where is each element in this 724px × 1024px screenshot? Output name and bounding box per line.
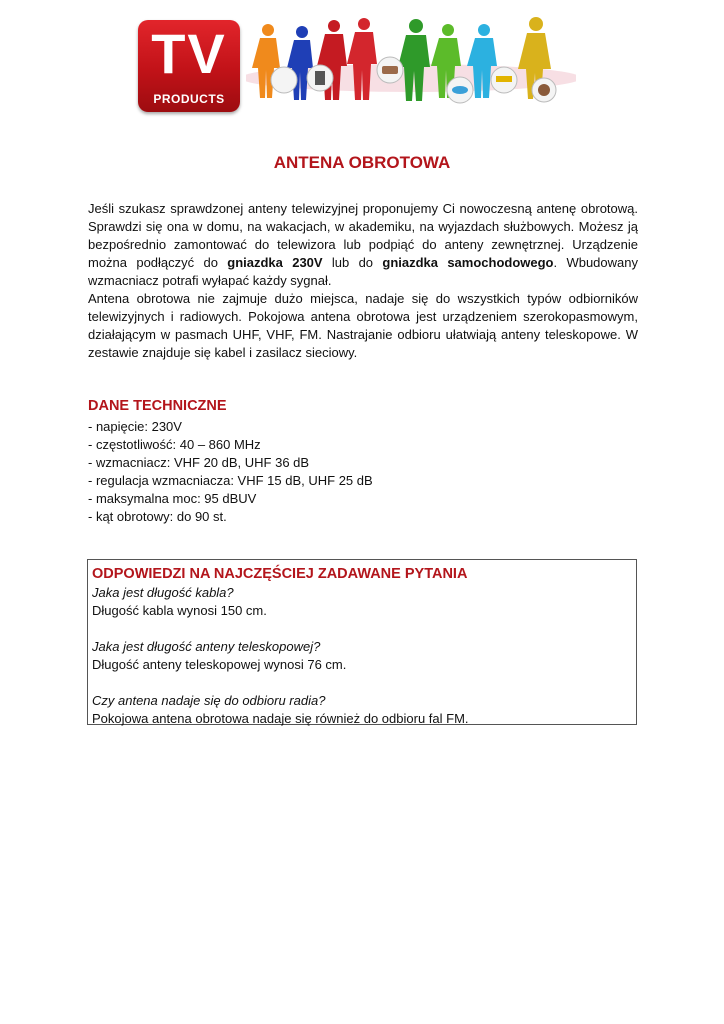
bold-socket-230v: gniazdka 230V bbox=[227, 255, 323, 270]
logo-tv-text: TV bbox=[151, 22, 227, 85]
header-banner bbox=[138, 10, 578, 110]
people-silhouettes-illustration bbox=[246, 10, 576, 110]
logo-products-text: PRODUCTS bbox=[153, 92, 225, 106]
specs-heading: DANE TECHNICZNE bbox=[88, 398, 227, 414]
intro-paragraph-2: Antena obrotowa nie zajmuje dużo miejsca, nadaje się do wszystkich typów odbiorników telewizyjnych i radiowych. Pokojowa antena obrotowa jest urządzeniem szerokopasmowym, działającym w pasmach UHF, VHF, FM. Nastrajanie odbioru ułatwiają anteny teleskopowe. W zestawie znajduje się kabel i zasilacz sieciowy. bbox=[88, 291, 638, 360]
faq-question: Jaka jest długość kabla? bbox=[92, 585, 234, 600]
faq-box bbox=[87, 559, 637, 725]
spec-item: - wzmacniacz: VHF 20 dB, UHF 36 dB bbox=[88, 455, 310, 470]
bold-car-socket: gniazdka samochodowego bbox=[382, 255, 554, 270]
specs-list bbox=[88, 418, 373, 526]
spec-item: - maksymalna moc: 95 dBUV bbox=[88, 491, 257, 506]
spec-item: - regulacja wzmacniacza: VHF 15 dB, UHF 25 dB bbox=[88, 473, 373, 488]
intro-paragraph-1: Jeśli szukasz sprawdzonej anteny telewizyjnej proponujemy Ci nowoczesną antenę obrotową. Sprawdzi się ona w domu, na wakacjach, w akademiku, na wyjazdach służbowych. Możesz ją bezpośrednio zamontować do telewizora lub podpiąć do anteny zewnętrznej. Urządzenie można podłączyć do gniazdka 230V lub do gniazdka samochodowego. Wbudowany wzmacniacz potrafi wyłapać każdy sygnał. bbox=[88, 201, 638, 288]
faq-answer: Długość kabla wynosi 150 cm. bbox=[92, 603, 267, 618]
faq-question: Czy antena nadaje się do odbioru radia? bbox=[92, 693, 326, 708]
faq-question: Jaka jest długość anteny teleskopowej? bbox=[92, 639, 321, 654]
spec-item: - kąt obrotowy: do 90 st. bbox=[88, 509, 227, 524]
tv-products-logo bbox=[138, 20, 240, 112]
spec-item: - częstotliwość: 40 – 860 MHz bbox=[88, 437, 261, 452]
faq-heading: ODPOWIEDZI NA NAJCZĘŚCIEJ ZADAWANE PYTANIA bbox=[92, 566, 468, 582]
intro-text bbox=[88, 200, 638, 362]
page-title: ANTENA OBROTOWA bbox=[273, 153, 451, 172]
faq-answer: Długość anteny teleskopowej wynosi 76 cm. bbox=[92, 657, 347, 672]
spec-item: - napięcie: 230V bbox=[88, 419, 182, 434]
faq-answer: Pokojowa antena obrotowa nadaje się również do odbioru fal FM. bbox=[92, 711, 469, 726]
